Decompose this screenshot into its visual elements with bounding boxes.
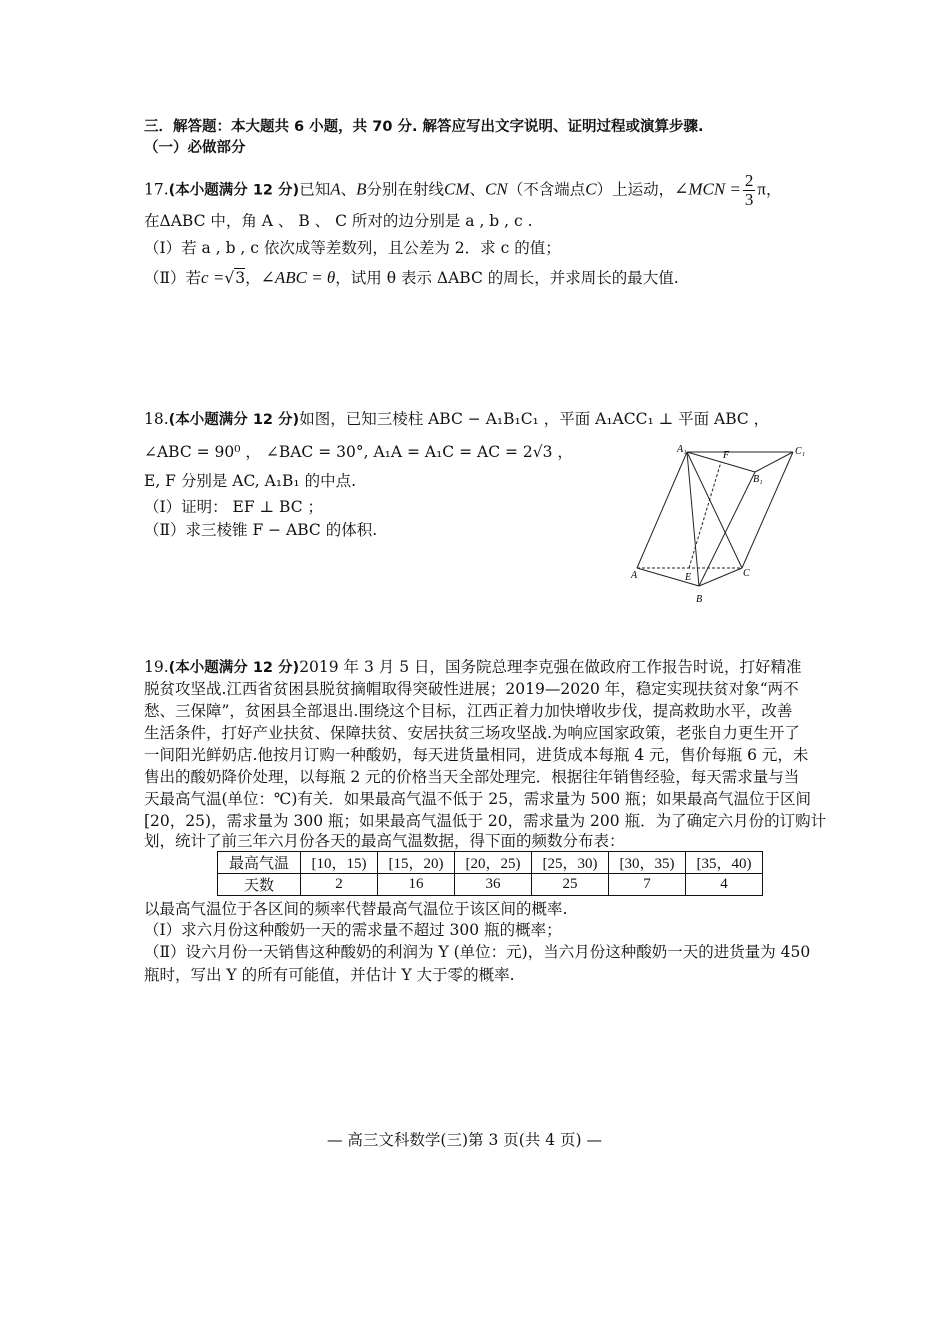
label-c: C [743, 568, 750, 579]
q17-number: 17. [144, 180, 169, 199]
table-cell: 7 [609, 874, 686, 896]
table-cell: [20，25) [455, 852, 532, 874]
q18-part2: （Ⅱ）求三棱锥 F − ABC 的体积. [144, 521, 378, 539]
frequency-table [217, 851, 763, 896]
table-row [218, 874, 763, 896]
q17-part2 [144, 267, 679, 289]
edge-a1c [687, 452, 742, 568]
q19-part2-line2: 瓶时，写出 Y 的所有可能值，并估计 Y 大于零的概率. [144, 966, 515, 984]
q18-line2: ∠ABC = 90⁰ ， ∠BAC = 30°, A₁A = A₁C = AC = 2√3 ， [144, 443, 573, 461]
q19-number: 19. [144, 658, 169, 676]
q17-var-b: B [356, 179, 367, 199]
q19-tag: (本小题满分 12 分) [168, 660, 300, 676]
q17-line1 [144, 172, 782, 209]
q19-part1: （Ⅰ）求六月份这种酸奶一天的需求量不超过 300 瓶的概率； [144, 921, 562, 939]
edge-a1a [637, 452, 687, 568]
table-row-label: 天数 [218, 874, 301, 896]
page-footer: — 高三文科数学(三)第 3 页(共 4 页) — [327, 1131, 602, 1149]
q18-part1: （Ⅰ）证明： EF ⊥ BC ； [144, 498, 324, 516]
q17-text: （不含端点 [507, 180, 586, 199]
q17-ray-cn: CN [485, 179, 508, 199]
q17-text: 分别在射线 [366, 180, 445, 199]
q17-c-eq: c = [201, 268, 225, 287]
q19-line: 一间阳光鲜奶店.他按月订购一种酸奶，每天进货量相同，进货成本每瓶 4 元，售价每瓶 6 元，未 [144, 746, 809, 764]
edge-c1c [742, 452, 793, 568]
q17-text: （Ⅱ）若 [144, 269, 202, 287]
table-cell: [15，20) [378, 852, 455, 874]
table-cell: [25，30) [532, 852, 609, 874]
table-cell: [35，40) [686, 852, 763, 874]
label-f: F [723, 450, 730, 461]
q18-tag: (本小题满分 12 分) [168, 412, 300, 428]
table-cell: 25 [532, 874, 609, 896]
q17-text: ， [766, 180, 782, 199]
prism-figure [627, 440, 827, 608]
table-cell: [10，15) [301, 852, 378, 874]
label-b: B [696, 594, 703, 605]
q17-angle: ∠MCN = [674, 179, 741, 199]
q19-line: 划，统计了前三年六月份各天的最高气温数据，得下面的频数分布表： [144, 832, 625, 850]
q17-sqrt: √3 [224, 269, 246, 287]
q17-text: 、 [340, 180, 357, 199]
q18-number: 18. [144, 410, 169, 428]
section-title: 三．解答题：本大题共 6 小题，共 70 分. 解答应写出文字说明、证明过程或演算步骤. [144, 119, 704, 135]
q17-fraction: $\frac{2}{3}$ [744, 171, 754, 209]
q18-line3: E, F 分别是 AC, A₁B₁ 的中点. [144, 472, 356, 490]
label-b1: B₁ [753, 474, 763, 485]
q17-text: ）上运动， [596, 180, 675, 199]
q17-ray-cm: CM [444, 179, 470, 199]
edge-a1b [687, 452, 699, 586]
q17-tag: (本小题满分 12 分) [168, 182, 300, 199]
q17-text: ， [245, 269, 261, 287]
q19-line: 天最高气温(单位：℃)有关．如果最高气温不低于 25，需求量为 500 瓶；如果最高气温位于区间 [144, 790, 812, 808]
q17-part1: （Ⅰ）若 a , b , c 依次成等差数列，且公差为 2．求 c 的值； [144, 239, 561, 257]
q17-var-c: C [585, 179, 597, 199]
table-cell: 2 [301, 874, 378, 896]
q18-line1 [144, 408, 769, 431]
table-cell: 36 [455, 874, 532, 896]
label-c1: C₁ [795, 446, 806, 457]
table-cell: 4 [686, 874, 763, 896]
label-e: E [685, 572, 692, 583]
label-a: A [631, 570, 638, 581]
edge-b1c1 [755, 452, 793, 472]
table-row [218, 852, 763, 874]
q17-line2: 在ΔABC 中，角 A 、 B 、 C 所对的边分别是 a , b , c . [144, 212, 533, 230]
q19-line: 脱贫攻坚战.江西省贫困县脱贫摘帽取得突破性进展；2019—2020 年，稳定实现扶贫对象“两不 [144, 680, 799, 698]
q19-line: 售出的酸奶降价处理，以每瓶 2 元的价格当天全部处理完．根据往年销售经验，每天需求量与当 [144, 768, 800, 786]
q17-text: 、 [469, 180, 486, 199]
q18-text: 如图，已知三棱柱 ABC − A₁B₁C₁ ，平面 A₁ACC₁ ⊥ 平面 ABC ， [299, 410, 770, 428]
q19-line: 生活条件，打好产业扶贫、保障扶贫、安居扶贫三场攻坚战.为响应国家政策，老张自力更生开了 [144, 724, 800, 742]
table-header-label: 最高气温 [218, 852, 301, 874]
q17-pi: π [757, 179, 766, 199]
q17-text: ，试用 θ 表示 ΔABC 的周长，并求周长的最大值. [335, 269, 679, 287]
table-cell: [30，35) [609, 852, 686, 874]
q19-part2-line1: （Ⅱ）设六月份一天销售这种酸奶的利润为 Y (单位：元)，当六月份这种酸奶一天的进货量为 450 [144, 943, 811, 961]
q19-text: 2019 年 3 月 5 日，国务院总理李克强在做政府工作报告时说，打好精准 [299, 658, 802, 676]
q17-text: 已知 [299, 180, 331, 199]
q19-line1 [144, 656, 802, 679]
table-cell: 16 [378, 874, 455, 896]
edge-bc [699, 568, 742, 586]
q17-var-a: A [330, 179, 341, 199]
section-subtitle: （一）必做部分 [144, 140, 246, 156]
q19-after: 以最高气温位于各区间的频率代替最高气温位于该区间的概率. [144, 900, 568, 918]
q19-line: [20，25)，需求量为 300 瓶；如果最高气温低于 20，需求量为 200 瓶．为了确定六月份的订购计 [144, 812, 827, 830]
q17-angle-theta: ∠ABC = θ [260, 268, 336, 287]
label-a1: A₁ [677, 444, 687, 455]
q19-line: 愁、三保障”，贫困县全部退出.围绕这个目标，江西正着力加快增收步伐，提高救助水平，改善 [144, 702, 793, 720]
